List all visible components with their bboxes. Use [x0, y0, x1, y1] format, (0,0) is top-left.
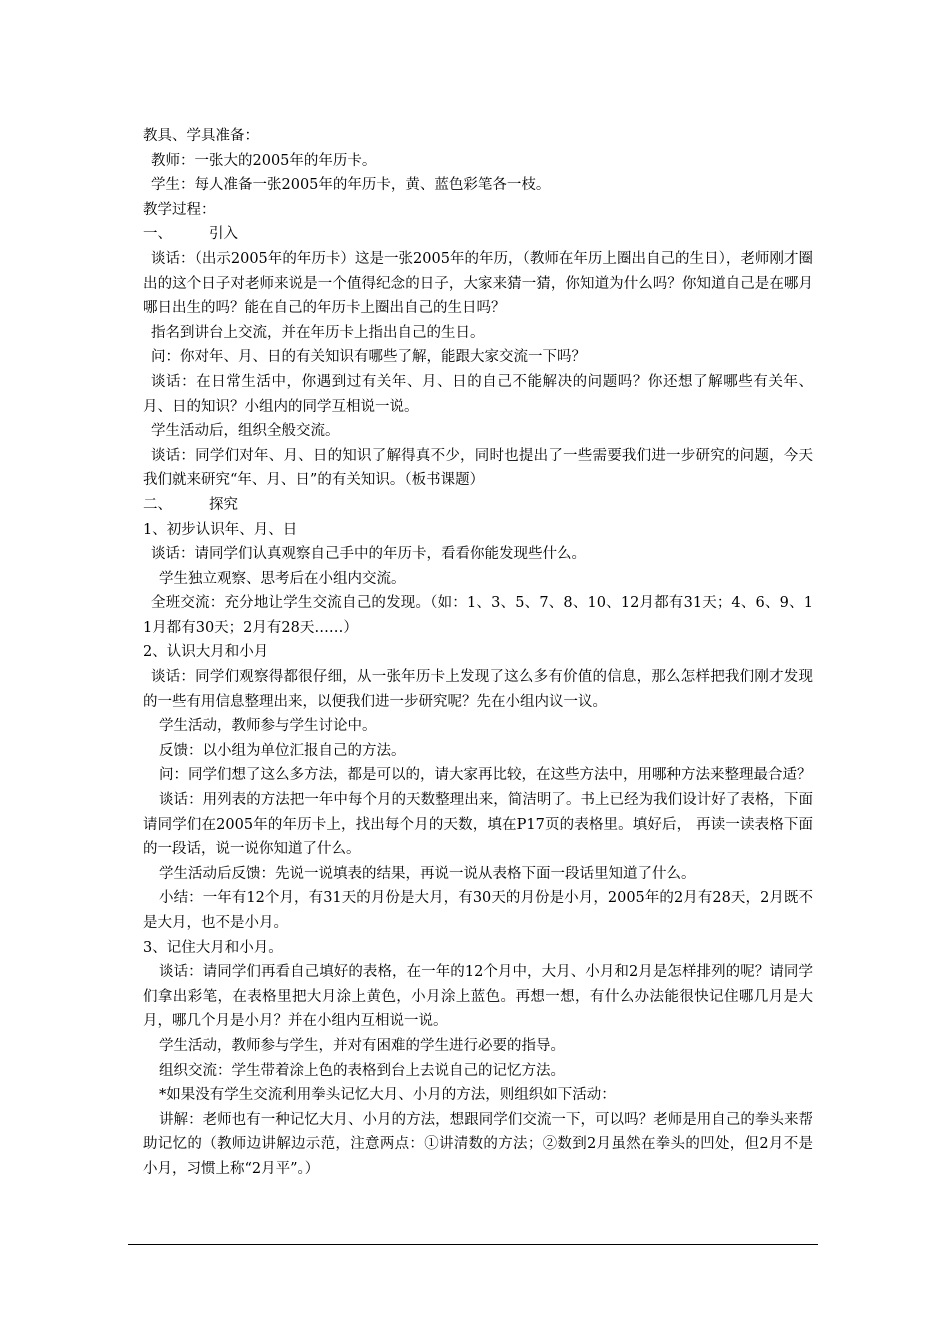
- subsection-heading: 2、认识大月和小月: [143, 644, 269, 661]
- paragraph: 学生活动，教师参与学生，并对有困难的学生进行必要的指导。: [159, 1037, 565, 1054]
- process-heading: 教学过程：: [143, 201, 216, 218]
- subsection-heading: 3、记住大月和小月。: [143, 939, 283, 956]
- prep-teacher: 教师：一张大的2005年的年历卡。: [151, 152, 377, 169]
- paragraph: 谈话：同学们观察得都很仔细，从一张年历卡上发现了这么多有价值的信息，那么怎样把我们刚才发现的一些有用信息整理出来，以便我们进一步研究呢？先在小组内议一议。: [143, 669, 813, 710]
- paragraph: 小结：一年有12个月，有31天的月份是大月，有30天的月份是小月，2005年的2月有28天，2月既不是大月，也不是小月。: [143, 890, 813, 931]
- paragraph: 学生活动，教师参与学生讨论中。: [159, 718, 377, 735]
- section2-heading: [143, 493, 813, 518]
- paragraph: 讲解：老师也有一种记忆大月、小月的方法，想跟同学们交流一下，可以吗？老师是用自己的拳头来帮助记忆的（教师边讲解边示范，注意两点：①讲清数的方法；②数到2月虽然在拳头的凹处，但2月不是小月，习惯上称“2月平”。）: [143, 1111, 813, 1177]
- paragraph: 问：你对年、月、日的有关知识有哪些了解，能跟大家交流一下吗？: [151, 349, 586, 366]
- paragraph: 谈话：用列表的方法把一年中每个月的天数整理出来，简洁明了。书上已经为我们设计好了表格，下面请同学们在2005年的年历卡上，找出每个月的天数，填在P17页的表格里。填好后， 再读一读表格下面的一段话，说一说你知道了什么。: [143, 792, 813, 858]
- prep-student: 学生：每人准备一张2005年的年历卡，黄、蓝色彩笔各一枝。: [151, 177, 551, 194]
- paragraph: 谈话：（出示2005年的年历卡）这是一张2005年的年历，（教师在年历上圈出自己的生日），老师刚才圈出的这个日子对老师来说是一个值得纪念的日子，大家来猜一猜，你知道为什么吗？你知道自己是在哪月哪日出生的吗？能在自己的年历卡上圈出自己的生日吗？: [143, 250, 813, 317]
- paragraph: 谈话：在日常生活中，你遇到过有关年、月、日的自己不能解决的问题吗？你还想了解哪些有关年、月、日的知识？小组内的同学互相说一说。: [143, 373, 813, 415]
- document-body: [143, 124, 813, 1182]
- paragraph: 指名到讲台上交流，并在年历卡上指出自己的生日。: [151, 324, 485, 341]
- section2-number: 二、: [143, 496, 172, 513]
- section2-title: 探究: [209, 496, 238, 513]
- prep-heading: 教具、学具准备：: [143, 128, 259, 144]
- paragraph: 反馈：以小组为单位汇报自己的方法。: [159, 742, 406, 759]
- footer-divider: [128, 1244, 818, 1245]
- paragraph: 全班交流：充分地让学生交流自己的发现。（如：1、3、5、7、8、10、12月都有31天；4、6、9、11月都有30天；2月有28天……）: [143, 595, 813, 636]
- paragraph: 学生活动后反馈：先说一说填表的结果，再说一说从表格下面一段话里知道了什么。: [159, 865, 696, 882]
- paragraph: 谈话：请同学们认真观察自己手中的年历卡，看看你能发现些什么。: [151, 546, 586, 563]
- paragraph: 谈话：请同学们再看自己填好的表格，在一年的12个月中，大月、小月和2月是怎样排列的呢？请同学们拿出彩笔，在表格里把大月涂上黄色，小月涂上蓝色。再想一想，有什么办法能很快记住哪几月是大月，哪几个月是小月？并在小组内互相说一说。: [143, 964, 813, 1030]
- section1-heading: [143, 222, 813, 247]
- paragraph: 问：同学们想了这么多方法，都是可以的，请大家再比较，在这些方法中，用哪种方法来整理最合适？: [159, 767, 812, 784]
- paragraph: 学生活动后，组织全般交流。: [151, 423, 340, 440]
- paragraph: 学生独立观察、思考后在小组内交流。: [159, 570, 406, 587]
- paragraph: 谈话：同学们对年、月、日的知识了解得真不少，同时也提出了一些需要我们进一步研究的问题，今天我们就来研究“年、月、日”的有关知识。（板书课题）: [143, 447, 813, 489]
- section1-title: 引入: [209, 226, 238, 243]
- subsection-heading: 1、初步认识年、月、日: [143, 521, 298, 538]
- section1-number: 一、: [143, 226, 172, 243]
- paragraph: 组织交流：学生带着涂上色的表格到台上去说自己的记忆方法。: [159, 1062, 565, 1079]
- paragraph: *如果没有学生交流利用拳头记忆大月、小月的方法，则组织如下活动：: [159, 1087, 616, 1104]
